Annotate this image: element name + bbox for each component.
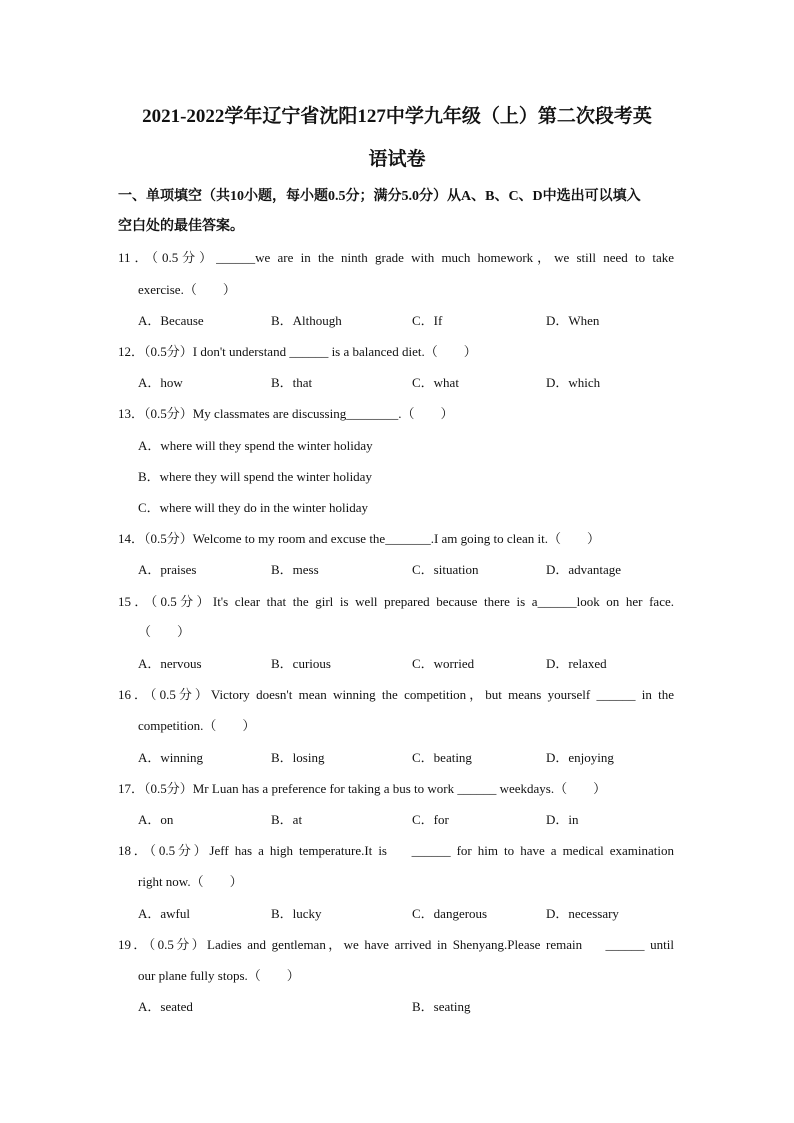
question-16-option-c[interactable]: C．beating	[412, 750, 472, 765]
question-12-option-d[interactable]: D．which	[546, 375, 601, 390]
question-13-stem: 13．（0.5分）My classmates are discussing________.（ ）	[118, 406, 454, 421]
question-15-stem: 15．（0.5分）It's clear that the girl is well prepared because there is a______look on her face.	[118, 594, 674, 609]
question-15-option-a[interactable]: A．nervous	[138, 656, 202, 671]
question-16-stem-cont: competition.（ ）	[138, 718, 256, 733]
question-11-option-a[interactable]: A．Because	[138, 313, 204, 328]
question-12-option-b[interactable]: B．that	[271, 375, 313, 390]
question-16-option-b[interactable]: B．losing	[271, 750, 325, 765]
question-12-option-c[interactable]: C．what	[412, 375, 459, 390]
question-14-stem: 14．（0.5分）Welcome to my room and excuse the_______.I am going to clean it.（ ）	[118, 531, 601, 546]
question-14-option-d[interactable]: D．advantage	[546, 562, 622, 577]
exam-title-line-2: 语试卷	[368, 149, 426, 170]
question-17-option-c[interactable]: C．for	[412, 812, 449, 827]
question-15-option-d[interactable]: D．relaxed	[546, 656, 607, 671]
question-16-option-d[interactable]: D．enjoying	[546, 750, 614, 765]
question-11-option-c[interactable]: C．If	[412, 313, 443, 328]
question-13-option-c[interactable]: C．where will they do in the winter holiday	[138, 500, 368, 515]
question-19-option-b[interactable]: B．seating	[412, 999, 471, 1014]
question-12-option-a[interactable]: A．how	[138, 375, 183, 390]
question-15-option-c[interactable]: C．worried	[412, 656, 475, 671]
section-heading-cont: 空白处的最佳答案。	[118, 219, 244, 234]
question-16-option-a[interactable]: A．winning	[138, 750, 204, 765]
question-18-option-b[interactable]: B．lucky	[271, 906, 322, 921]
question-13-option-b[interactable]: B．where they will spend the winter holiday	[138, 469, 372, 484]
section-heading: 一、单项填空（共10小题，每小题0.5分；满分5.0分）从A、B、C、D中选出可以填入	[118, 189, 641, 204]
question-13-option-a[interactable]: A．where will they spend the winter holiday	[138, 438, 373, 453]
question-14-option-b[interactable]: B．mess	[271, 562, 319, 577]
question-19-stem-cont: our plane fully stops.（ ）	[138, 968, 300, 983]
question-17-option-a[interactable]: A．on	[138, 812, 174, 827]
question-14-option-c[interactable]: C．situation	[412, 562, 479, 577]
question-11-stem: 11．（0.5分）______we are in the ninth grade with much homework，we still need to take	[118, 250, 674, 265]
question-14-option-a[interactable]: A．praises	[138, 562, 197, 577]
question-18-option-a[interactable]: A．awful	[138, 906, 190, 921]
question-15-option-b[interactable]: B．curious	[271, 656, 331, 671]
question-17-option-d[interactable]: D．in	[546, 812, 579, 827]
question-18-stem-cont: right now.（ ）	[138, 874, 243, 889]
question-15-stem-cont: （ ）	[138, 624, 191, 639]
question-17-stem: 17．（0.5分）Mr Luan has a preference for taking a bus to work ______ weekdays.（ ）	[118, 781, 607, 796]
question-11-option-d[interactable]: D．When	[546, 313, 600, 328]
question-18-stem: 18．（0.5分）Jeff has a high temperature.It is ______ for him to have a medical examination	[118, 843, 674, 858]
question-11-option-b[interactable]: B．Although	[271, 313, 342, 328]
question-16-stem: 16．（0.5分）Victory doesn't mean winning the competition，but means yourself ______ in the	[118, 687, 674, 702]
question-12-stem: 12．（0.5分）I don't understand ______ is a balanced diet.（ ）	[118, 344, 477, 359]
question-18-option-c[interactable]: C．dangerous	[412, 906, 488, 921]
question-11-stem-cont: exercise.（ ）	[138, 282, 236, 297]
question-18-option-d[interactable]: D．necessary	[546, 906, 619, 921]
question-19-option-a[interactable]: A．seated	[138, 999, 193, 1014]
exam-title-line-1: 2021-2022学年辽宁省沈阳127中学九年级（上）第二次段考英	[142, 106, 652, 127]
question-19-stem: 19．（0.5分）Ladies and gentleman，we have arrived in Shenyang.Please remain ______ until	[118, 937, 674, 952]
question-17-option-b[interactable]: B．at	[271, 812, 303, 827]
